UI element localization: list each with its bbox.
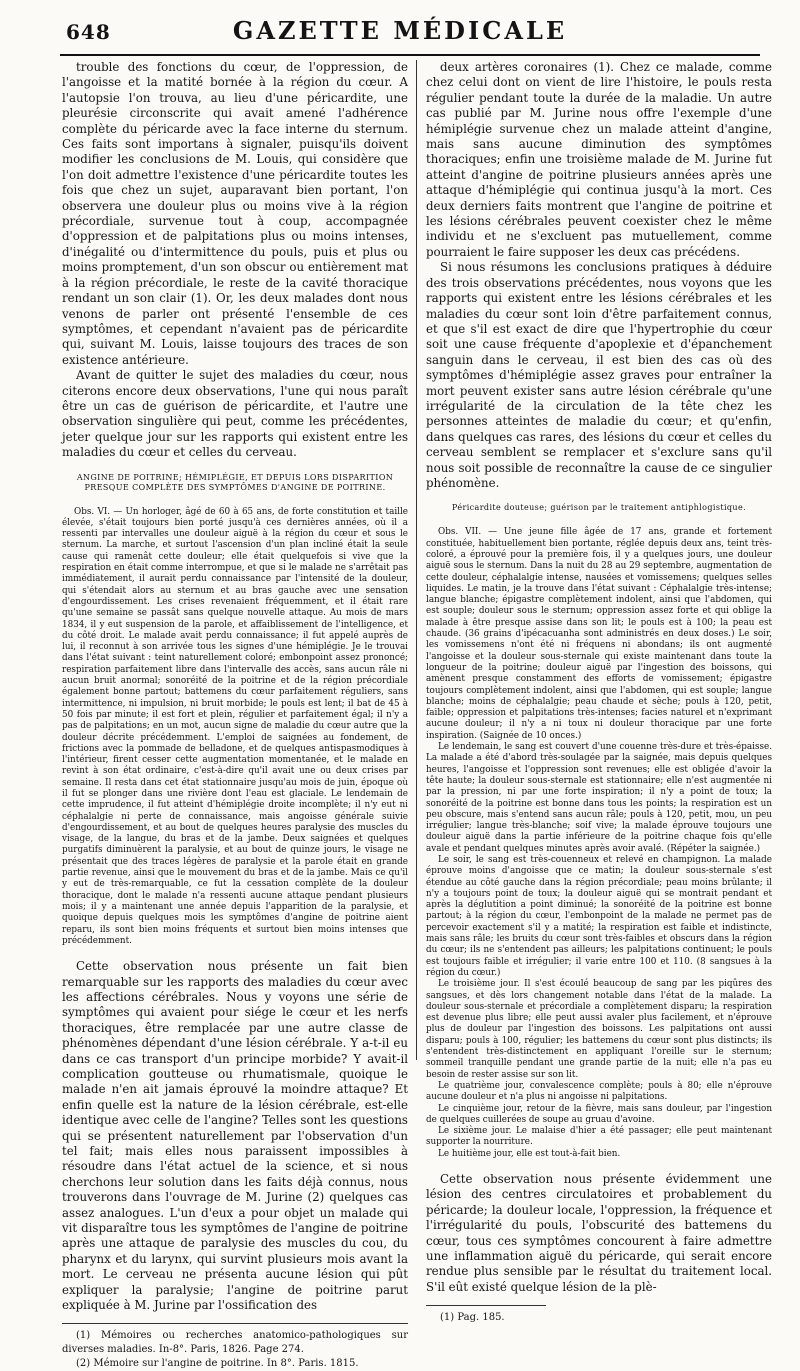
left-column-body: [62, 60, 408, 1371]
paragraph: Cette observation nous présente évidemment une lésion des centres circulatoires et probablement du péricarde; la douleur locale, l'oppression, la fréquence et l'irrégularité du pouls, l'obscurité des battemens du cœur, tous ces symptômes concourent à faire admettre une inflammation aiguë du péricarde, qui serait encore rendue plus sensible par le résultat du traitement local. S'il eût existé quelque lésion de la plè-: [426, 1172, 772, 1294]
paragraph: Si nous résumons les conclusions pratiques à déduire des trois observations précédentes, nous voyons que les rapports qui existent entre les lésions cérébrales et les maladies du cœur sont loin d'être parfaitement connus, et que s'il est exact de dire que l'hypertrophie du cœur soit une cause fréquente d'apoplexie et d'épanchement sanguin dans le cerveau, il est bien des cas où des symptômes d'hémiplégie assez graves pour entraîner la mort peuvent exister sans autre lésion cérébrale qu'une irrégularité de la circulation de la tête chez les personnes atteintes de maladie du cœur; et qu'enfin, dans quelques cas rares, des lésions du cœur et celles du cerveau semblent se remplacer et s'exclure sans qu'il nous soit possible de reconnaître la cause de ce singulier phénomène.: [426, 260, 772, 490]
observation-paragraph: Le cinquième jour, retour de la fièvre, mais sans douleur, par l'ingestion de quelques cuillerées de soupe au gruau d'avoine.: [426, 1103, 772, 1125]
right-column-body: [426, 60, 772, 1325]
footnote: (1) Mémoires ou recherches anatomico-pathologiques sur diverses maladies. In-8°. Paris, 1826. Page 274.: [62, 1330, 408, 1356]
footnote: (2) Mémoire sur l'angine de poitrine. In 8°. Paris. 1815.: [76, 1358, 359, 1370]
paragraph: Cette observation nous présente un fait bien remarquable sur les rapports des maladies du cœur avec les affections cérébrales. Nous y voyons une série de symptômes qui avaient pour siége le cœur et les nerfs thoraciques, être remplacée par une autre classe de phénomènes dépendant d'une lésion cérébrale. Y a-t-il eu dans ce cas transport d'un principe morbide? Y avait-il complication goutteuse ou rhumatismale, quoique le malade n'en ait jamais éprouvé la moindre attaque? Et enfin quelle est la nature de la lésion cérébrale, est-elle identique avec celle de l'angine? Telles sont les questions qui se présentent naturellement par l'observation d'un tel fait; mais elles nous paraissent impossibles à résoudre dans l'état actuel de la science, et si nous cherchons leur solution dans les faits déjà connus, nous trouverons dans l'ouvrage de M. Jurine (2) quelques cas assez analogues. L'un d'eux a pour objet un malade qui vit disparaître tous les symptômes de l'angine de poitrine après une attaque de paralysie des muscles du cou, du pharynx et du larynx, qui survint plusieurs mois avant la mort. Le cerveau ne présenta aucune lésion qui pût expliquer la paralysie; l'angine de poitrine parut expliquée à M. Jurine par l'ossification des: [62, 959, 408, 1313]
observation-paragraph: Le sixième jour. Le malaise d'hier a été passager; elle peut maintenant supporter la nourriture.: [426, 1126, 772, 1148]
header-rule: [60, 54, 760, 56]
observation-paragraph: Le huitième jour, elle est tout-à-fait bien.: [438, 1148, 621, 1159]
left-column: [62, 60, 408, 1371]
observation-paragraph: Obs. VI. — Un horloger, âgé de 60 à 65 ans, de forte constitution et taille élevée, s'était toujours bien porté jusqu'à ces dernières années, où il a ressenti par intervalles une douleur aiguë à la région du cœur et sous le sternum. La marche, et surtout l'ascension d'un plan incliné était la seule cause qui ramenât cette douleur; elle était quelquefois si vive que la respiration en était comme interrompue, et que si le malade ne s'arrêtait pas immédiatement, il aurait perdu connaissance par l'intensité de la douleur, qui s'étendait alors au sternum et au bras gauche avec une sensation d'engourdissement. Les crises revenaient fréquemment, et il était rare qu'une semaine se passât sans quelque nouvelle attaque. Au mois de mars 1834, il y eut suspension de la parole, et affaiblissement de l'intelligence, et du côté droit. Le malade avait perdu connaissance; il fut appelé auprès de lui, il reconnut à son arrivée tous les signes d'une hémiplégie. Je le trouvai dans l'état suivant : teint naturellement coloré; embonpoint assez prononcé; respiration parfaitement libre dans l'intervalle des accès, sans aucun râle ni aucun bruit anormal; sonoréité de la poitrine et de la région précordiale également bonne partout; battemens du cœur parfaitement réguliers, sans intermittence, ni impulsion, ni bruit morbide; le pouls est lent; il bat de 45 à 50 fois par minute; il est fort et plein, régulier et parfaitement égal; il n'y a pas de palpitations; en un mot, aucun signe de maladie du cœur autre que la douleur décrite précédemment. L'emploi de saignées au fondement, de frictions avec la pommade de belladone, et de quelques antispasmodiques à l'intérieur, firent cesser cette augmentation momentanée, et le malade en revint à son état ordinaire, c'est-à-dire qu'il avait une ou deux crises par semaine. Il resta dans cet état stationnaire jusqu'au mois de juin, époque où il fut se plonger dans une rivière dont l'eau est glaciale. Le lendemain de cette imprudence, il fut atteint d'hémiplégie droite incomplète; il n'y eut ni céphalalgie ni perte de connaissance, mais angoisse générale suivie d'engourdissement, et au bout de quelques heures paralysie des muscles du visage, de la langue, du bras et de la jambe. Deux saignées et quelques purgatifs diminuèrent la paralysie, et au bout de quinze jours, le visage ne présentait que des traces légères de paralysie et la parole était en grande partie revenue, ainsi que le mouvement du bras et de la jambe. Mais ce qu'il y eut de très-remarquable, ce fut la cessation complète de la douleur thoracique, dont le malade n'a ressenti aucune attaque pendant plusieurs mois; il y a maintenant une année depuis l'apparition de la paralysie, et quoique depuis quelques mois les symptômes d'angine de poitrine aient reparu, ils sont bien moins fréquents et surtout bien moins intenses que précédemment.: [62, 506, 408, 946]
footnotes-rule: [62, 1323, 408, 1324]
paragraph: deux artères coronaires (1). Chez ce malade, comme chez celui dont on vient de lire l'histoire, le pouls resta régulier pendant toute la durée de la maladie. Un autre cas publié par M. Jurine nous offre l'exemple d'une hémiplégie survenue chez un malade atteint d'angine, mais sans aucune diminution des symptômes thoraciques; enfin une troisième malade de M. Jurine fut atteint d'angine de poitrine plusieurs années après une attaque d'hémiplégie qui continua jusqu'à la mort. Ces deux derniers faits montrent que l'angine de poitrine et les lésions cérébrales peuvent coexister chez le même individu et ne s'excluent pas mutuellement, comme pourraient le faire supposer les deux cas précédens.: [426, 60, 772, 259]
footnotes-rule: [426, 1305, 546, 1306]
observation-paragraph: Le quatrième jour, convalescence complète; pouls à 80; elle n'éprouve aucune douleur et n'a plus ni angoisse ni palpitations.: [426, 1080, 772, 1103]
column-divider: [416, 60, 417, 1060]
section-heading: ANGINE DE POITRINE; HÉMIPLÉGIE, ET DEPUIS LORS DISPARITION PRESQUE COMPLÈTE DES SYMPTÔMES D'ANGINE DE POITRINE.: [76, 472, 394, 492]
observation-paragraph: Le lendemain, le sang est couvert d'une couenne très-dure et très-épaisse. La malade a été d'abord très-soulagée par la saignée, mais depuis quelques heures, l'angoisse et l'oppression sont revenues; elle est obligée d'avoir la tête haute; la douleur sous-sternale est stationnaire; elle n'est augmentée ni par la pression, ni par une forte inspiration; il n'y a point de toux; la sonoréité de la poitrine est bonne dans tous les points; la respiration est un peu obscure, mais s'entend sans aucun râle; pouls à 120, petit, mou, un peu irrégulier; langue très-blanche; soif vive; la malade éprouve toujours une douleur aiguë dans la partie inférieure de la poitrine chaque fois qu'elle avale et pendant quelques minutes après avoir avalé. (Répéter la saignée.): [426, 742, 772, 854]
observation-paragraph: Obs. VII. — Une jeune fille âgée de 17 ans, grande et fortement constituée, habituellement bien portante, réglée depuis deux ans, teint très-coloré, a éprouvé pour la première fois, il y a quelques jours, une douleur aiguë sous le sternum. Dans la nuit du 28 au 29 septembre, augmentation de cette douleur, céphalalgie intense, nausées et vomissemens; quelques selles liquides. Le matin, je la trouve dans l'état suivant : Céphalalgie très-intense; langue blanche; épigastre complètement indolent, ainsi que l'abdomen, qui est souple; douleur sous le sternum; oppression assez forte et qui oblige la malade à être presque assise dans son lit; le pouls est à 100; la peau est chaude. (36 grains d'ipécacuanha sont administrés en deux doses.) Le soir, les vomissemens n'ont été ni fréquens ni abondans; ils ont augmenté l'angoisse et la douleur sous-sternale qui existe maintenant dans toute la longueur de la poitrine; douleur aiguë par l'ingestion des boissons, qui amènent presque constamment des efforts de vomissement; épigastre toujours complètement indolent, ainsi que l'abdomen, qui est souple; langue blanche; moins de céphalalgie; peau chaude et sèche; pouls à 120, petit, faible; oppression et palpitations très-intenses; facies naturel et n'exprimant aucune douleur; il n'y a ni toux ni douleur thoracique par une forte inspiration. (Saignée de 10 onces.): [426, 527, 772, 741]
footnote: (1) Pag. 185.: [440, 1312, 505, 1324]
page-number: 648: [66, 20, 111, 44]
spacer: [62, 947, 408, 959]
right-column: [426, 60, 772, 1325]
journal-title: GAZETTE MÉDICALE: [232, 16, 568, 45]
section-heading: Péricardite douteuse; guérison par le traitement antiphlogistique.: [451, 503, 747, 513]
paragraph: Avant de quitter le sujet des maladies du cœur, nous citerons encore deux observations, l'une qui nous paraît être un cas de guérison de péricardite, et l'autre une observation singulière qui peut, comme les précédentes, jeter quelque jour sur les rapports qui existent entre les maladies du cœur et celles du cerveau.: [62, 368, 408, 460]
paragraph: trouble des fonctions du cœur, de l'oppression, de l'angoisse et la matité bornée à la région du cœur. A l'autopsie l'on trouva, au lieu d'une péricardite, une pleurésie circonscrite qui avait amené l'adhérence complète du péricarde avec la face interne du sternum. Ces faits sont importans à signaler, puisqu'ils doivent modifier les conclusions de M. Louis, qui considère que l'on doit admettre l'existence d'une péricardite toutes les fois que chez un sujet, auparavant bien portant, l'on observera une douleur plus ou moins vive à la région précordiale, survenue tout à coup, accompagnée d'oppression et de palpitations plus ou moins intenses, d'inégalité ou d'intermittence du pouls, puis et plus ou moins promptement, d'un son obscur ou entièrement mat à la région précordiale, le reste de la cavité thoracique rendant un son clair (1). Or, les deux malades dont nous venons de parler ont présenté l'ensemble de ces symptômes, et cependant n'avaient pas de péricardite qui, suivant M. Louis, laisse toujours des traces de son existence antérieure.: [62, 60, 408, 367]
spacer: [426, 1160, 772, 1172]
observation-paragraph: Le soir, le sang est très-couenneux et relevé en champignon. La malade éprouve moins d'angoisse que ce matin; la douleur sous-sternale s'est étendue au côté gauche dans la région précordiale; peau moins brûlante; il n'y a toujours point de toux; la douleur aiguë qui se montrait pendant et après la déglutition a point diminué; la sonoréité de la poitrine est bonne partout; à la région du cœur, l'embonpoint de la malade ne permet pas de percevoir exactement s'il y a matité; la respiration est faible et indistincte, mais sans râle; les bruits du cœur sont très-faibles et obscurs dans la région du cœur; ils ne s'entendent pas ailleurs; les palpitations continuent; le pouls est toujours faible et irrégulier; il varie entre 100 et 110. (8 sangsues à la région du cœur.): [426, 854, 772, 978]
observation-paragraph: Le troisième jour. Il s'est écoulé beaucoup de sang par les piqûres des sangsues, et dès lors changement notable dans l'état de la malade. La douleur sous-sternale et précordiale a complètement disparu; la respiration est devenue plus libre; elle peut aussi avaler plus facilement, et n'éprouve plus de douleur par l'ingestion des boissons. Les palpitations ont aussi disparu; pouls à 100, régulier; les battemens du cœur sont plus distincts; ils s'entendent très-distinctement en appliquant l'oreille sur le sternum; sommeil tranquille pendant une grande partie de la nuit; elle n'a pas eu besoin de rester assise sur son lit.: [426, 979, 772, 1080]
